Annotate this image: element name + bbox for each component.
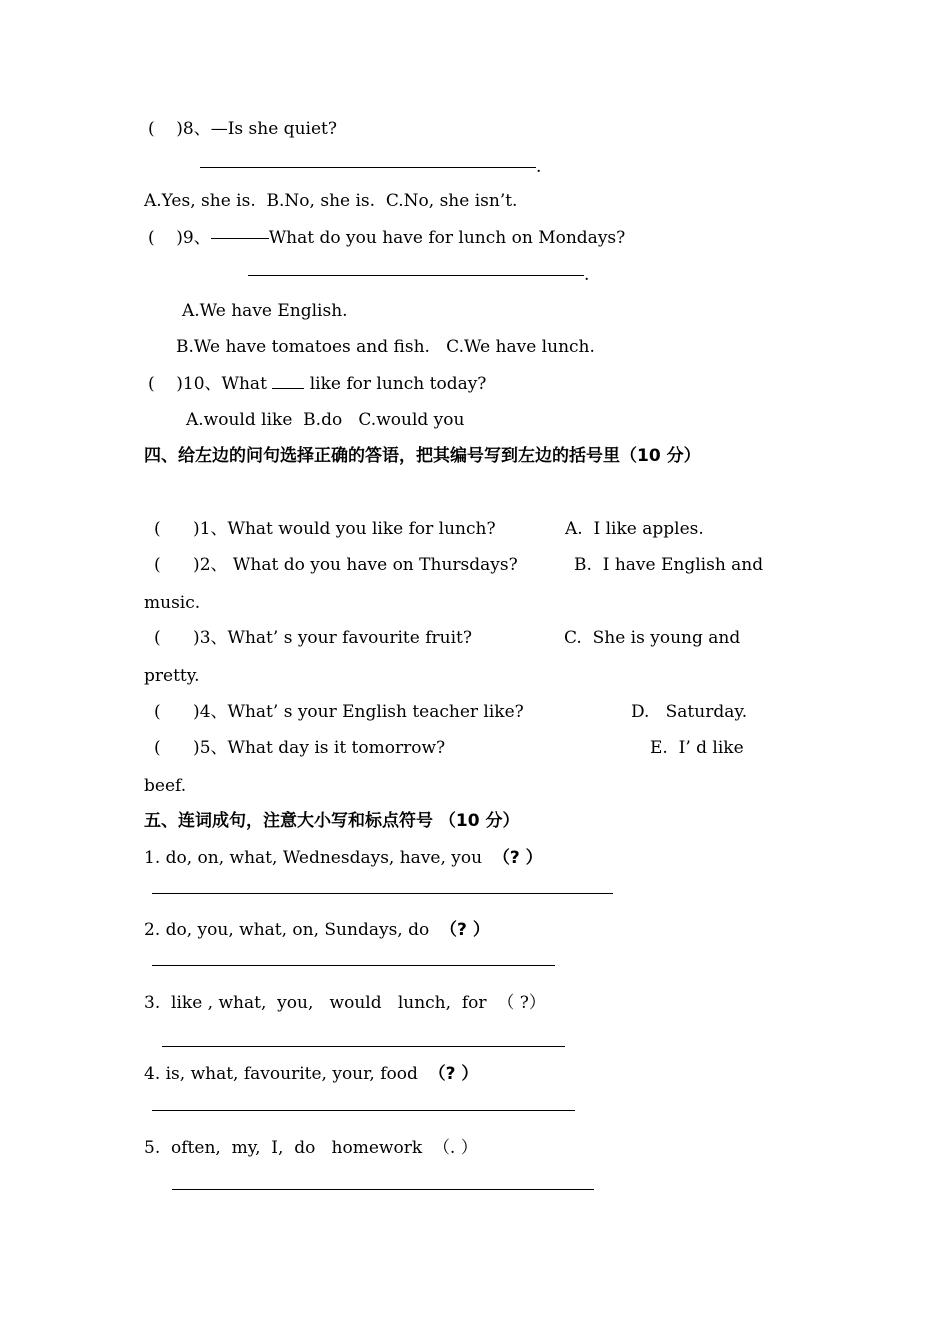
q9-answer-rule[interactable] <box>306 275 584 276</box>
s5-answer-line-3[interactable] <box>162 1046 565 1047</box>
s5-item-2 <box>144 919 490 941</box>
s4-q3: ( )3、What’ s your favourite fruit? <box>154 628 472 648</box>
q9-answer-line <box>248 264 589 286</box>
s5-words-5: 5. often, my, I, do homework <box>144 1138 423 1158</box>
s5-item-1 <box>144 847 543 869</box>
s5-punct-4: （? ） <box>428 1064 479 1084</box>
s5-punct-1: （? ） <box>492 848 543 868</box>
q8-line <box>148 118 337 140</box>
s4-a4: D. Saturday. <box>631 702 748 722</box>
s5-item-4 <box>144 1063 478 1085</box>
q10-prefix: ( )10、What <box>148 374 267 394</box>
s5-words-2: 2. do, you, what, on, Sundays, do <box>144 920 430 940</box>
q8-dash <box>200 167 258 168</box>
s4-a5-cont: beef. <box>144 776 187 796</box>
q9-question: What do you have for lunch on Mondays? <box>268 228 626 248</box>
q8-options: A.Yes, she is. B.No, she is. C.No, she isn’t. <box>144 191 518 211</box>
q9-paren: ( )9、 <box>148 228 211 248</box>
q9-answer-end: . <box>584 265 590 285</box>
s4-q2: ( )2、 What do you have on Thursdays? <box>154 555 518 575</box>
s5-answer-line-4[interactable] <box>152 1110 575 1111</box>
s5-words-3: 3. like , what, you, would lunch, for <box>144 993 487 1013</box>
s5-item-3 <box>144 992 546 1014</box>
s5-item-5 <box>144 1137 478 1159</box>
q9-dash <box>211 238 269 239</box>
s5-answer-line-5[interactable] <box>172 1189 594 1190</box>
s4-a5: E. I’ d like <box>650 738 744 758</box>
s4-q5: ( )5、What day is it tomorrow? <box>154 738 446 758</box>
s4-q4: ( )4、What’ s your English teacher like? <box>154 702 524 722</box>
q10-blank[interactable] <box>272 372 304 389</box>
section5-heading: 五、连词成句，注意大小写和标点符号 （10 分） <box>144 811 520 831</box>
q8-paren: ( )8、 <box>148 119 211 139</box>
s4-a3-cont: pretty. <box>144 666 200 686</box>
q10-options: A.would like B.do C.would you <box>186 410 465 430</box>
s4-a2: B. I have English and <box>574 555 764 575</box>
s5-answer-line-1[interactable] <box>152 893 613 894</box>
s5-punct-3: （ ?） <box>497 993 546 1013</box>
s5-words-4: 4. is, what, favourite, your, food <box>144 1064 418 1084</box>
q8-answer-end: . <box>536 157 542 177</box>
q8-answer-line <box>200 156 541 178</box>
q9-option-bc: B.We have tomatoes and fish. C.We have lunch. <box>176 337 595 357</box>
q9-line <box>148 227 625 249</box>
q8-question: —Is she quiet? <box>210 119 337 139</box>
section4-heading: 四、给左边的问句选择正确的答语，把其编号写到左边的括号里（10 分） <box>144 446 701 466</box>
s5-punct-5: （. ） <box>432 1138 478 1158</box>
s5-answer-line-2[interactable] <box>152 965 555 966</box>
q8-answer-rule[interactable] <box>258 167 536 168</box>
q9-option-a: A.We have English. <box>182 301 348 321</box>
q10-suffix: like for lunch today? <box>309 374 487 394</box>
s5-punct-2: （? ） <box>440 920 490 940</box>
s5-words-1: 1. do, on, what, Wednesdays, have, you <box>144 848 483 868</box>
s4-q1: ( )1、What would you like for lunch? <box>154 519 496 539</box>
s4-a1: A. I like apples. <box>565 519 704 539</box>
q9-dash-2 <box>248 275 306 276</box>
s4-a3: C. She is young and <box>564 628 741 648</box>
q10-line <box>148 372 486 395</box>
s4-a2-cont: music. <box>144 593 201 613</box>
